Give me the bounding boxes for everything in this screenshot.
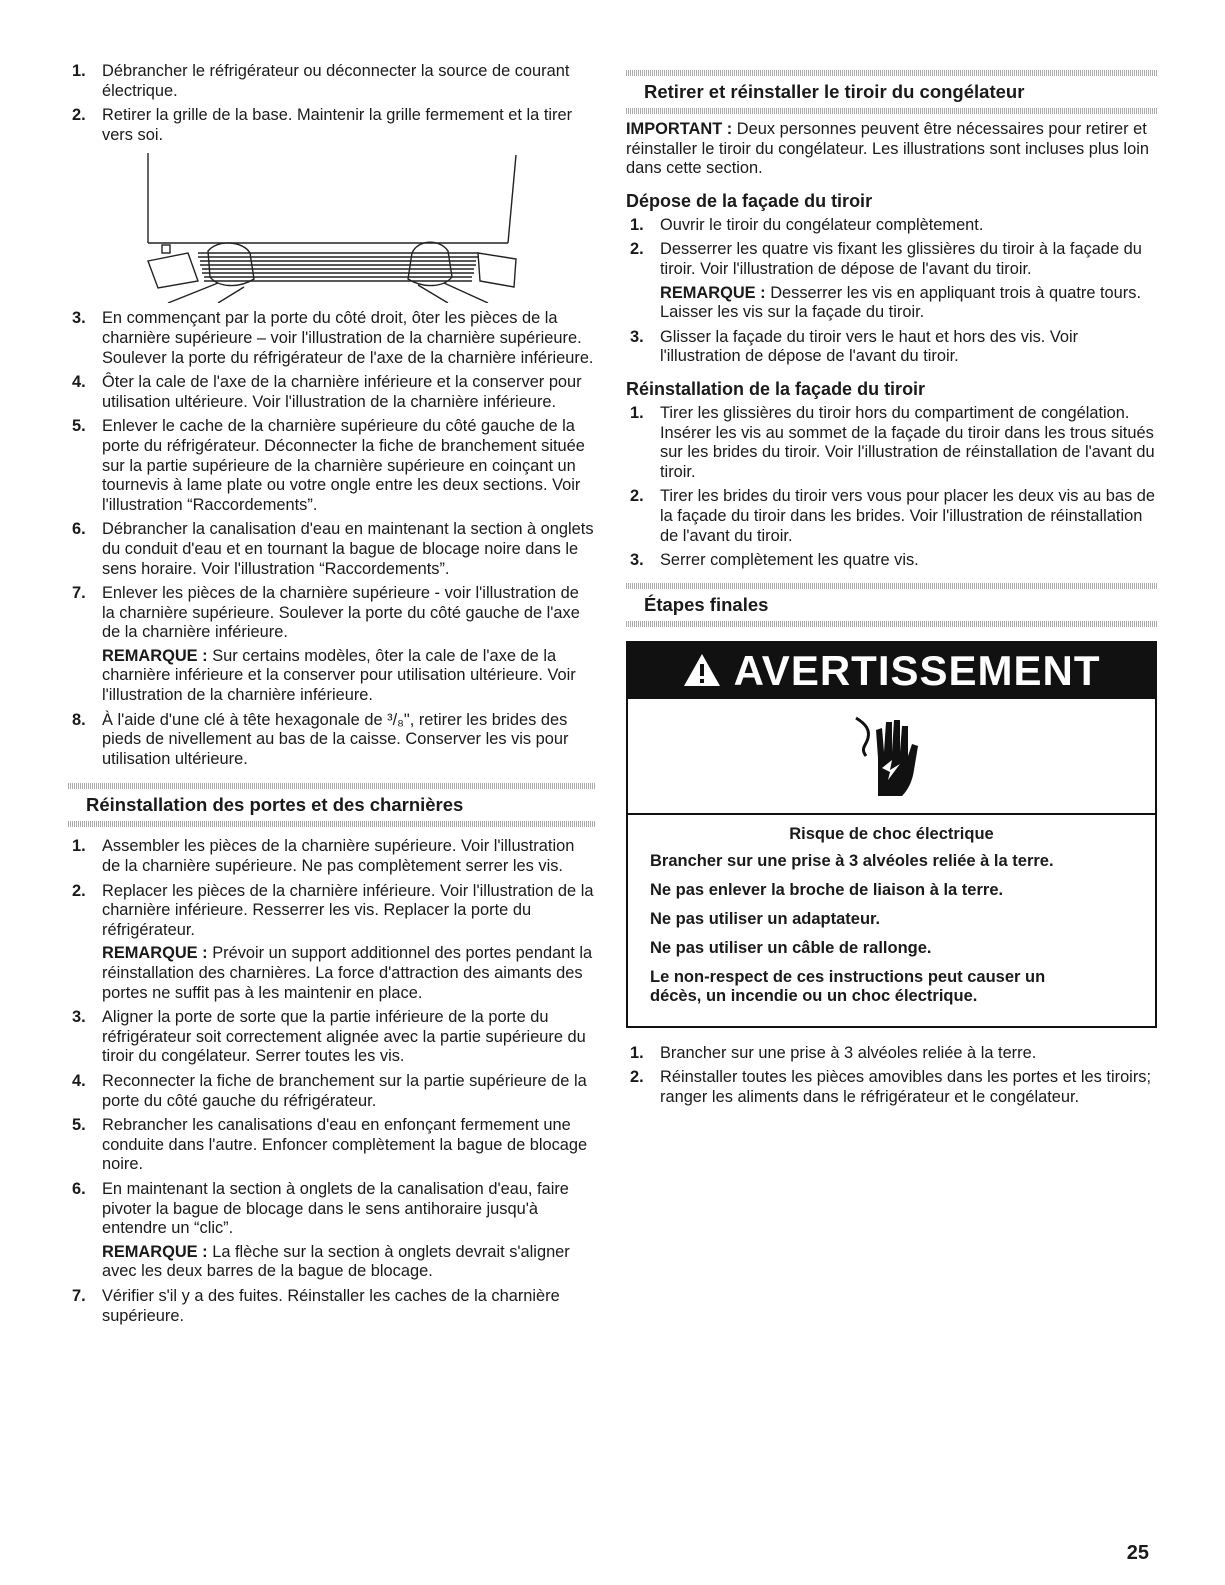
list-item bbox=[68, 711, 595, 770]
page-number: 25 bbox=[1126, 1542, 1149, 1564]
step-text: Reconnecter la fiche de branchement sur la partie supérieure de la porte du côté gauche du réfrigérateur. bbox=[102, 1071, 587, 1110]
warning-line: Le non-respect de ces instructions peut causer un décès, un incendie ou un choc électrique. bbox=[650, 967, 1046, 1005]
step-text: En maintenant la section à onglets de la canalisation d'eau, faire pivoter la bague de blocage dans le sens antihoraire jusqu'à entendre un “clic”. bbox=[102, 1179, 569, 1238]
step-number: 2. bbox=[72, 106, 86, 125]
list-item bbox=[626, 404, 1157, 482]
important-paragraph bbox=[626, 120, 1157, 179]
step-number: 8. bbox=[72, 710, 86, 729]
section-rule bbox=[626, 621, 1157, 627]
step-number: 1. bbox=[630, 1043, 644, 1062]
important-text: Deux personnes peuvent être nécessaires pour retirer et réinstaller le tiroir du congélateur. Les illustrations sont incluses plus loin dans cette section. bbox=[626, 120, 1149, 178]
important-label: IMPORTANT : bbox=[626, 120, 733, 138]
list-item bbox=[68, 106, 595, 145]
step-number: 6. bbox=[72, 1179, 86, 1198]
step-number: 3. bbox=[72, 1008, 86, 1027]
step-text: Tirer les glissières du tiroir hors du compartiment de congélation. Insérer les vis au sommet de la façade du tiroir dans les trous situés sur les brides du tiroir. Voir l'illustration de réinstallation de l'avant du tiroir. bbox=[660, 403, 1155, 481]
right-column bbox=[626, 70, 1157, 1112]
reinst-steps bbox=[626, 404, 1157, 571]
list-item bbox=[68, 1008, 595, 1067]
step-number: 1. bbox=[72, 62, 86, 80]
step-number: 7. bbox=[72, 1286, 86, 1305]
list-item bbox=[626, 240, 1157, 322]
step-number: 1. bbox=[72, 837, 86, 856]
list-item bbox=[68, 309, 595, 368]
steps-mid bbox=[68, 309, 595, 769]
step-number: 2. bbox=[72, 881, 86, 900]
step-text: Réinstaller toutes les pièces amovibles dans les portes et les tiroirs; ranger les aliments dans le réfrigérateur et le congélateur. bbox=[660, 1068, 1152, 1106]
steps-reinstall bbox=[68, 837, 595, 1326]
step-text: Ôter la cale de l'axe de la charnière inférieure et la conserver pour utilisation ultérieure. Voir l'illustration de la charnière inférieure. bbox=[102, 373, 582, 411]
base-grille-drawing bbox=[68, 153, 595, 303]
section-title-freezer-drawer: Retirer et réinstaller le tiroir du congélateur bbox=[644, 81, 1025, 102]
list-item bbox=[626, 551, 1157, 571]
section-title-reinstall-doors: Réinstallation des portes et des charnières bbox=[86, 794, 464, 816]
note-label: REMARQUE : bbox=[660, 283, 766, 302]
step-text: Enlever le cache de la charnière supérieure du côté gauche de la porte du réfrigérateur. Déconnecter la fiche de branchement située sur la partie supérieure de la charnière supérieure en coinçant un tournevis à lame plate ou votre ongle entre les deux sections. Voir l'illustration “Raccordements”. bbox=[102, 417, 585, 514]
step-number: 2. bbox=[630, 240, 644, 259]
step-text: Vérifier s'il y a des fuites. Réinstaller les caches de la charnière supérieure. bbox=[102, 1286, 560, 1325]
note-text: Prévoir un support additionnel des portes pendant la réinstallation des charnières. La force d'attraction des aimants des portes ne suffit pas à les maintenir en place. bbox=[102, 944, 593, 1002]
list-item bbox=[626, 1044, 1157, 1064]
step-text: Serrer complètement les quatre vis. bbox=[660, 551, 919, 570]
step-text: Desserrer les quatre vis fixant les glissières du tiroir à la façade du tiroir. Voir l'illustration de dépose de l'avant du tiroir. bbox=[660, 240, 1142, 278]
depose-steps bbox=[626, 216, 1157, 367]
reinst-title: Réinstallation de la façade du tiroir bbox=[626, 378, 926, 399]
warning-box bbox=[626, 641, 1157, 1028]
step-text: Assembler les pièces de la charnière supérieure. Voir l'illustration de la charnière supérieure. Ne pas complètement serrer les vis. bbox=[102, 837, 575, 876]
note-text: Desserrer les vis en appliquant trois à quatre tours. Laisser les vis sur la façade du tiroir. bbox=[660, 283, 1141, 322]
depose-title: Dépose de la façade du tiroir bbox=[626, 190, 873, 211]
step-number: 1. bbox=[630, 215, 644, 234]
step-text: Débrancher la canalisation d'eau en maintenant la section à onglets du conduit d'eau et en tournant la bague de blocage noire dans le sens horaire. Voir l'illustration “Raccordements”. bbox=[102, 520, 594, 578]
electric-shock-hand-icon bbox=[852, 708, 932, 804]
step-number: 2. bbox=[630, 1068, 644, 1087]
step-number: 1. bbox=[630, 403, 644, 422]
step-note bbox=[102, 944, 595, 1003]
warning-header bbox=[628, 643, 1155, 699]
step-text: Ouvrir le tiroir du congélateur complètement. bbox=[660, 215, 984, 234]
step-number: 6. bbox=[72, 520, 86, 539]
base-grille-illustration bbox=[68, 153, 595, 303]
list-item bbox=[626, 487, 1157, 546]
note-label: REMARQUE : bbox=[102, 1242, 208, 1261]
step-text: Enlever les pièces de la charnière supérieure - voir l'illustration de la charnière supérieure. Soulever la porte du côté gauche de l'axe de la charnière inférieure. bbox=[102, 584, 580, 642]
step-number: 7. bbox=[72, 584, 86, 603]
section-rule bbox=[68, 821, 595, 827]
list-item bbox=[68, 1116, 595, 1175]
step-text: En commençant par la porte du côté droit, ôter les pièces de la charnière supérieure – voir l'illustration de la charnière supérieure. Soulever la porte du réfrigérateur de l'axe de la charnière inférieure. bbox=[102, 309, 594, 367]
step-number: 3. bbox=[72, 309, 86, 328]
step-note bbox=[660, 284, 1157, 323]
warning-heading: AVERTISSEMENT bbox=[733, 646, 1101, 694]
note-label: REMARQUE : bbox=[102, 944, 208, 963]
warning-icon-area bbox=[628, 699, 1155, 815]
step-text: Rebrancher les canalisations d'eau en enfonçant fermement une conduite dans l'autre. Enfoncer complètement la bague de blocage noire. bbox=[102, 1116, 588, 1174]
list-item bbox=[68, 417, 595, 515]
step-number: 4. bbox=[72, 373, 86, 392]
step-number: 2. bbox=[630, 487, 644, 506]
list-item bbox=[68, 584, 595, 706]
step-number: 5. bbox=[72, 417, 86, 436]
step-text: Replacer les pièces de la charnière inférieure. Voir l'illustration de la charnière inférieure. Resserrer les vis. Replacer la porte du réfrigérateur. bbox=[102, 881, 594, 939]
list-item bbox=[68, 62, 595, 101]
warning-risk: Risque de choc électrique bbox=[789, 824, 994, 843]
warning-line: Ne pas utiliser un adaptateur. bbox=[650, 909, 881, 928]
step-number: 4. bbox=[72, 1071, 86, 1090]
note-text: Sur certains modèles, ôter la cale de l'axe de la charnière inférieure et la conserver pour utilisation ultérieure. Voir l'illustration de la charnière inférieure. bbox=[102, 646, 576, 705]
warning-body bbox=[628, 815, 1155, 1026]
step-text: Tirer les brides du tiroir vers vous pour placer les deux vis au bas de la façade du tiroir dans les brides. Voir l'illustration de réinstallation de l'avant du tiroir. bbox=[660, 487, 1155, 545]
note-label: REMARQUE : bbox=[102, 646, 208, 665]
list-item bbox=[626, 328, 1157, 367]
step-number: 5. bbox=[72, 1116, 86, 1135]
step-text: À l'aide d'une clé à tête hexagonale de ³/₈", retirer les brides des pieds de nivellement au bas de la caisse. Conserver les vis pour utilisation ultérieure. bbox=[102, 710, 569, 768]
steps-top bbox=[68, 62, 595, 145]
step-number: 3. bbox=[630, 327, 644, 346]
warning-triangle-icon bbox=[682, 652, 722, 688]
section-rule bbox=[626, 108, 1157, 114]
warning-line: Ne pas enlever la broche de liaison à la terre. bbox=[650, 880, 1004, 899]
list-item bbox=[68, 1287, 595, 1326]
step-number: 3. bbox=[630, 551, 644, 570]
list-item bbox=[626, 1068, 1157, 1107]
note-text: La flèche sur la section à onglets devrait s'aligner avec les deux barres de la bague de blocage. bbox=[102, 1242, 570, 1281]
step-text: Brancher sur une prise à 3 alvéoles reliée à la terre. bbox=[660, 1043, 1037, 1062]
step-text: Retirer la grille de la base. Maintenir la grille fermement et la tirer vers soi. bbox=[102, 106, 573, 144]
list-item bbox=[68, 882, 595, 1004]
list-item bbox=[68, 837, 595, 876]
left-column bbox=[68, 62, 595, 1331]
step-note bbox=[102, 647, 595, 706]
warning-line: Ne pas utiliser un câble de rallonge. bbox=[650, 938, 932, 957]
step-note bbox=[102, 1243, 595, 1282]
step-text: Débrancher le réfrigérateur ou déconnecter la source de courant électrique. bbox=[102, 62, 570, 100]
final-steps bbox=[626, 1044, 1157, 1108]
list-item bbox=[68, 1072, 595, 1111]
list-item bbox=[626, 216, 1157, 236]
list-item bbox=[68, 1180, 595, 1282]
section-title-final-steps: Étapes finales bbox=[644, 593, 769, 615]
list-item bbox=[68, 520, 595, 579]
step-text: Aligner la porte de sorte que la partie inférieure de la porte du réfrigérateur soit correctement alignée avec la partie supérieure du tiroir du congélateur. Serrer toutes les vis. bbox=[102, 1008, 586, 1066]
warning-line: Brancher sur une prise à 3 alvéoles reliée à la terre. bbox=[650, 851, 1054, 870]
step-text: Glisser la façade du tiroir vers le haut et hors des vis. Voir l'illustration de dépose de l'avant du tiroir. bbox=[660, 327, 1079, 366]
list-item bbox=[68, 373, 595, 412]
